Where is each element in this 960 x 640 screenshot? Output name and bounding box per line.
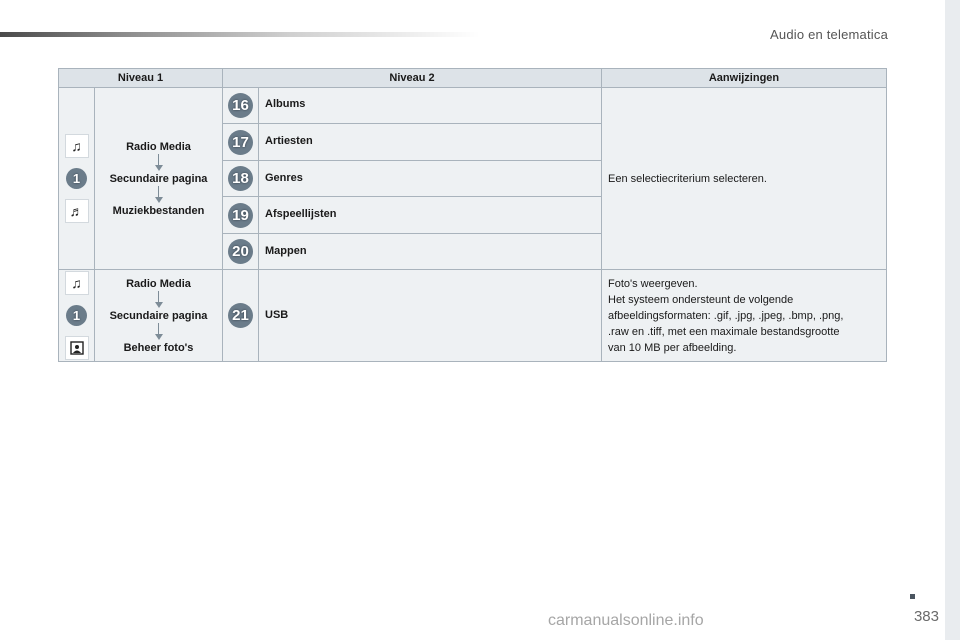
number-badge-17: 17 <box>228 130 253 155</box>
path-step-muziekbestanden: Muziekbestanden <box>112 204 205 217</box>
note-line: Het systeem ondersteunt de volgende <box>608 293 794 306</box>
number-badge-16: 16 <box>228 93 253 118</box>
group2-icon-cell <box>59 270 95 362</box>
step-number-badge: 1 <box>66 168 87 189</box>
note-line: .raw en .tiff, met een maximale bestandsgrootte <box>608 325 840 338</box>
level2-label-mappen: Mappen <box>259 234 602 270</box>
badge-cell <box>223 270 259 362</box>
badge-cell <box>223 161 259 197</box>
note-line: van 10 MB per afbeelding. <box>608 341 737 354</box>
path-step-beheer-fotos: Beheer foto's <box>123 341 194 354</box>
level2-label-genres: Genres <box>259 161 602 197</box>
arrow-down-icon <box>154 186 164 204</box>
group2-path-cell <box>95 270 223 362</box>
badge-cell <box>223 124 259 161</box>
number-badge-21: 21 <box>228 303 253 328</box>
table-header-row <box>59 69 887 88</box>
badge-cell <box>223 234 259 270</box>
music-note-double-icon: ♬ <box>65 199 89 223</box>
group2-note <box>602 270 887 362</box>
arrow-down-icon <box>154 154 164 172</box>
page-number: 383 <box>913 608 939 625</box>
level2-label-artiesten: Artiesten <box>259 124 602 161</box>
path-step-radio-media: Radio Media <box>126 140 191 153</box>
path-step-radio-media: Radio Media <box>126 277 191 290</box>
number-badge-20: 20 <box>228 239 253 264</box>
music-note-icon: ♫ <box>65 271 89 295</box>
group1-path-cell <box>95 88 223 270</box>
menu-table <box>58 68 887 362</box>
group1-icon-cell <box>59 88 95 270</box>
group1-note: Een selectiecriterium selecteren. <box>602 88 887 270</box>
level2-label-afspeellijsten: Afspeellijsten <box>259 197 602 234</box>
note-line: Foto's weergeven. <box>608 277 698 290</box>
level2-label-albums: Albums <box>259 88 602 124</box>
column-header-niveau-1: Niveau 1 <box>59 69 223 88</box>
table-row <box>59 270 887 362</box>
column-header-niveau-2: Niveau 2 <box>223 69 602 88</box>
path-step-secundaire-pagina: Secundaire pagina <box>109 309 208 322</box>
page-marker <box>910 594 915 599</box>
table-row <box>59 88 887 124</box>
arrow-down-icon <box>154 323 164 341</box>
section-title: Audio en telematica <box>770 27 888 42</box>
step-number-badge: 1 <box>66 305 87 326</box>
note-line: afbeeldingsformaten: .gif, .jpg, .jpeg, .bmp, .png, <box>608 309 844 322</box>
right-margin-strip <box>945 0 960 640</box>
path-step-secundaire-pagina: Secundaire pagina <box>109 172 208 185</box>
badge-cell <box>223 197 259 234</box>
level2-label-usb: USB <box>259 270 602 362</box>
header-gradient-bar <box>0 32 480 37</box>
badge-cell <box>223 88 259 124</box>
column-header-aanwijzingen: Aanwijzingen <box>602 69 887 88</box>
music-note-icon: ♫ <box>65 134 89 158</box>
number-badge-19: 19 <box>228 203 253 228</box>
photo-icon <box>65 336 89 360</box>
number-badge-18: 18 <box>228 166 253 191</box>
watermark: carmanualsonline.info <box>548 612 704 629</box>
arrow-down-icon <box>154 291 164 309</box>
